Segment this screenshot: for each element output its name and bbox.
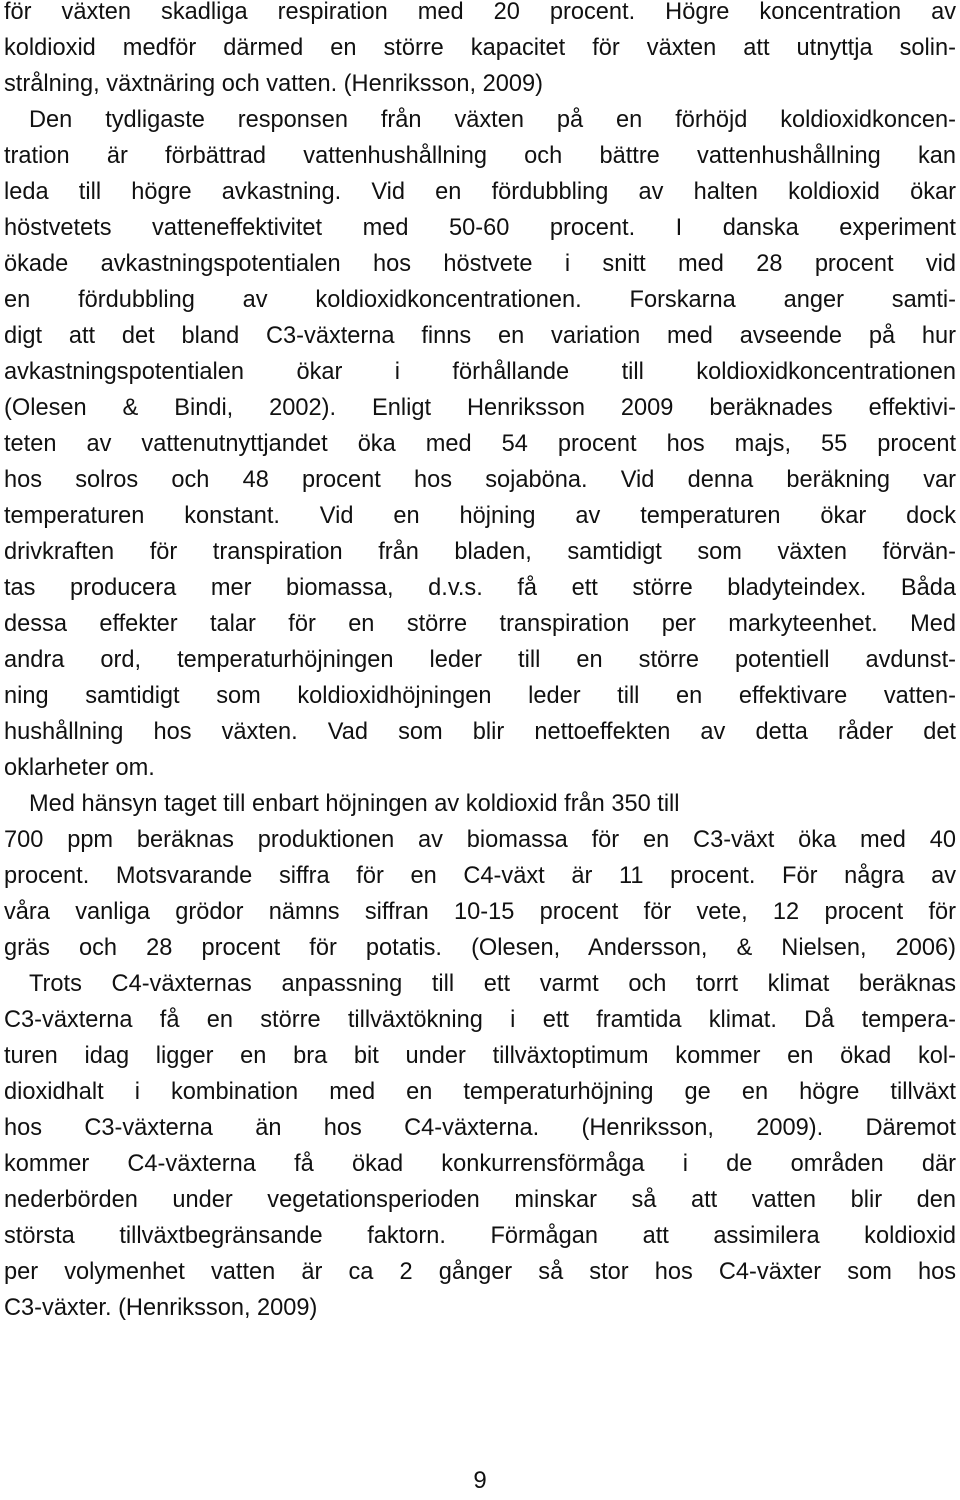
body-text <box>4 0 956 1326</box>
text-line: ökade avkastningspotentialen hos höstvete i snitt med 28 procent vid <box>4 251 956 277</box>
text-line: per volymenhet vatten är ca 2 gånger så stor hos C4-växter som hos <box>4 1259 956 1285</box>
text-line: avkastningspotentialen ökar i förhållande till koldioxidkoncentrationen <box>4 359 956 385</box>
text-line: dessa effekter talar för en större transpiration per markyteenhet. Med <box>4 611 956 637</box>
text-line: (Olesen & Bindi, 2002). Enligt Henriksson 2009 beräknades effektivi- <box>4 395 956 421</box>
text-line: temperaturen konstant. Vid en höjning av temperaturen ökar dock <box>4 503 956 529</box>
text-line: nederbörden under vegetationsperioden minskar så att vatten blir den <box>4 1187 956 1213</box>
text-line: Med hänsyn taget till enbart höjningen av koldioxid från 350 till <box>29 791 680 817</box>
text-line: våra vanliga grödor nämns siffran 10-15 procent för vete, 12 procent för <box>4 899 956 925</box>
text-line: procent. Motsvarande siffra för en C4-växt är 11 procent. För några av <box>4 863 956 889</box>
page-number: 9 <box>473 1467 487 1494</box>
text-line: för växten skadliga respiration med 20 procent. Högre koncentration av <box>4 0 956 25</box>
text-line: leda till högre avkastning. Vid en fördubbling av halten koldioxid ökar <box>4 179 956 205</box>
text-line: koldioxid medför därmed en större kapacitet för växten att utnyttja solin- <box>4 35 956 61</box>
text-line: hushållning hos växten. Vad som blir nettoeffekten av detta råder det <box>4 719 956 745</box>
text-line: C3-växter. (Henriksson, 2009) <box>4 1295 318 1321</box>
text-line: höstvetets vatteneffektivitet med 50-60 procent. I danska experiment <box>4 215 956 241</box>
text-line: gräs och 28 procent för potatis. (Olesen, Andersson, & Nielsen, 2006) <box>4 935 956 961</box>
text-line: kommer C4-växterna få ökad konkurrensförmåga i de områden där <box>4 1151 956 1177</box>
text-line: tas producera mer biomassa, d.v.s. få ett större bladyteindex. Båda <box>4 575 956 601</box>
text-line: strålning, växtnäring och vatten. (Henriksson, 2009) <box>4 71 544 97</box>
text-line: drivkraften för transpiration från bladen, samtidigt som växten förvän- <box>4 539 956 565</box>
text-line: digt att det bland C3-växterna finns en variation med avseende på hur <box>4 323 956 349</box>
text-line: turen idag ligger en bra bit under tillväxtoptimum kommer en ökad kol- <box>4 1043 956 1069</box>
text-line: tration är förbättrad vattenhushållning och bättre vattenhushållning kan <box>4 143 956 169</box>
text-line: dioxidhalt i kombination med en temperaturhöjning ge en högre tillväxt <box>4 1079 956 1105</box>
text-line: Den tydligaste responsen från växten på en förhöjd koldioxidkoncen- <box>29 107 956 133</box>
text-line: 700 ppm beräknas produktionen av biomassa för en C3-växt öka med 40 <box>4 827 956 853</box>
text-line: Trots C4-växternas anpassning till ett varmt och torrt klimat beräknas <box>29 971 956 997</box>
text-line: oklarheter om. <box>4 755 155 781</box>
text-line: andra ord, temperaturhöjningen leder till en större potentiell avdunst- <box>4 647 956 673</box>
text-line: teten av vattenutnyttjandet öka med 54 procent hos majs, 55 procent <box>4 431 956 457</box>
text-line: en fördubbling av koldioxidkoncentrationen. Forskarna anger samti- <box>4 287 956 313</box>
text-line: C3-växterna få en större tillväxtökning i ett framtida klimat. Då tempera- <box>4 1007 956 1033</box>
text-line: hos solros och 48 procent hos sojaböna. Vid denna beräkning var <box>4 467 956 493</box>
text-line: ning samtidigt som koldioxidhöjningen leder till en effektivare vatten- <box>4 683 956 709</box>
text-line: största tillväxtbegränsande faktorn. Förmågan att assimilera koldioxid <box>4 1223 956 1249</box>
text-line: hos C3-växterna än hos C4-växterna. (Henriksson, 2009). Däremot <box>4 1115 956 1141</box>
